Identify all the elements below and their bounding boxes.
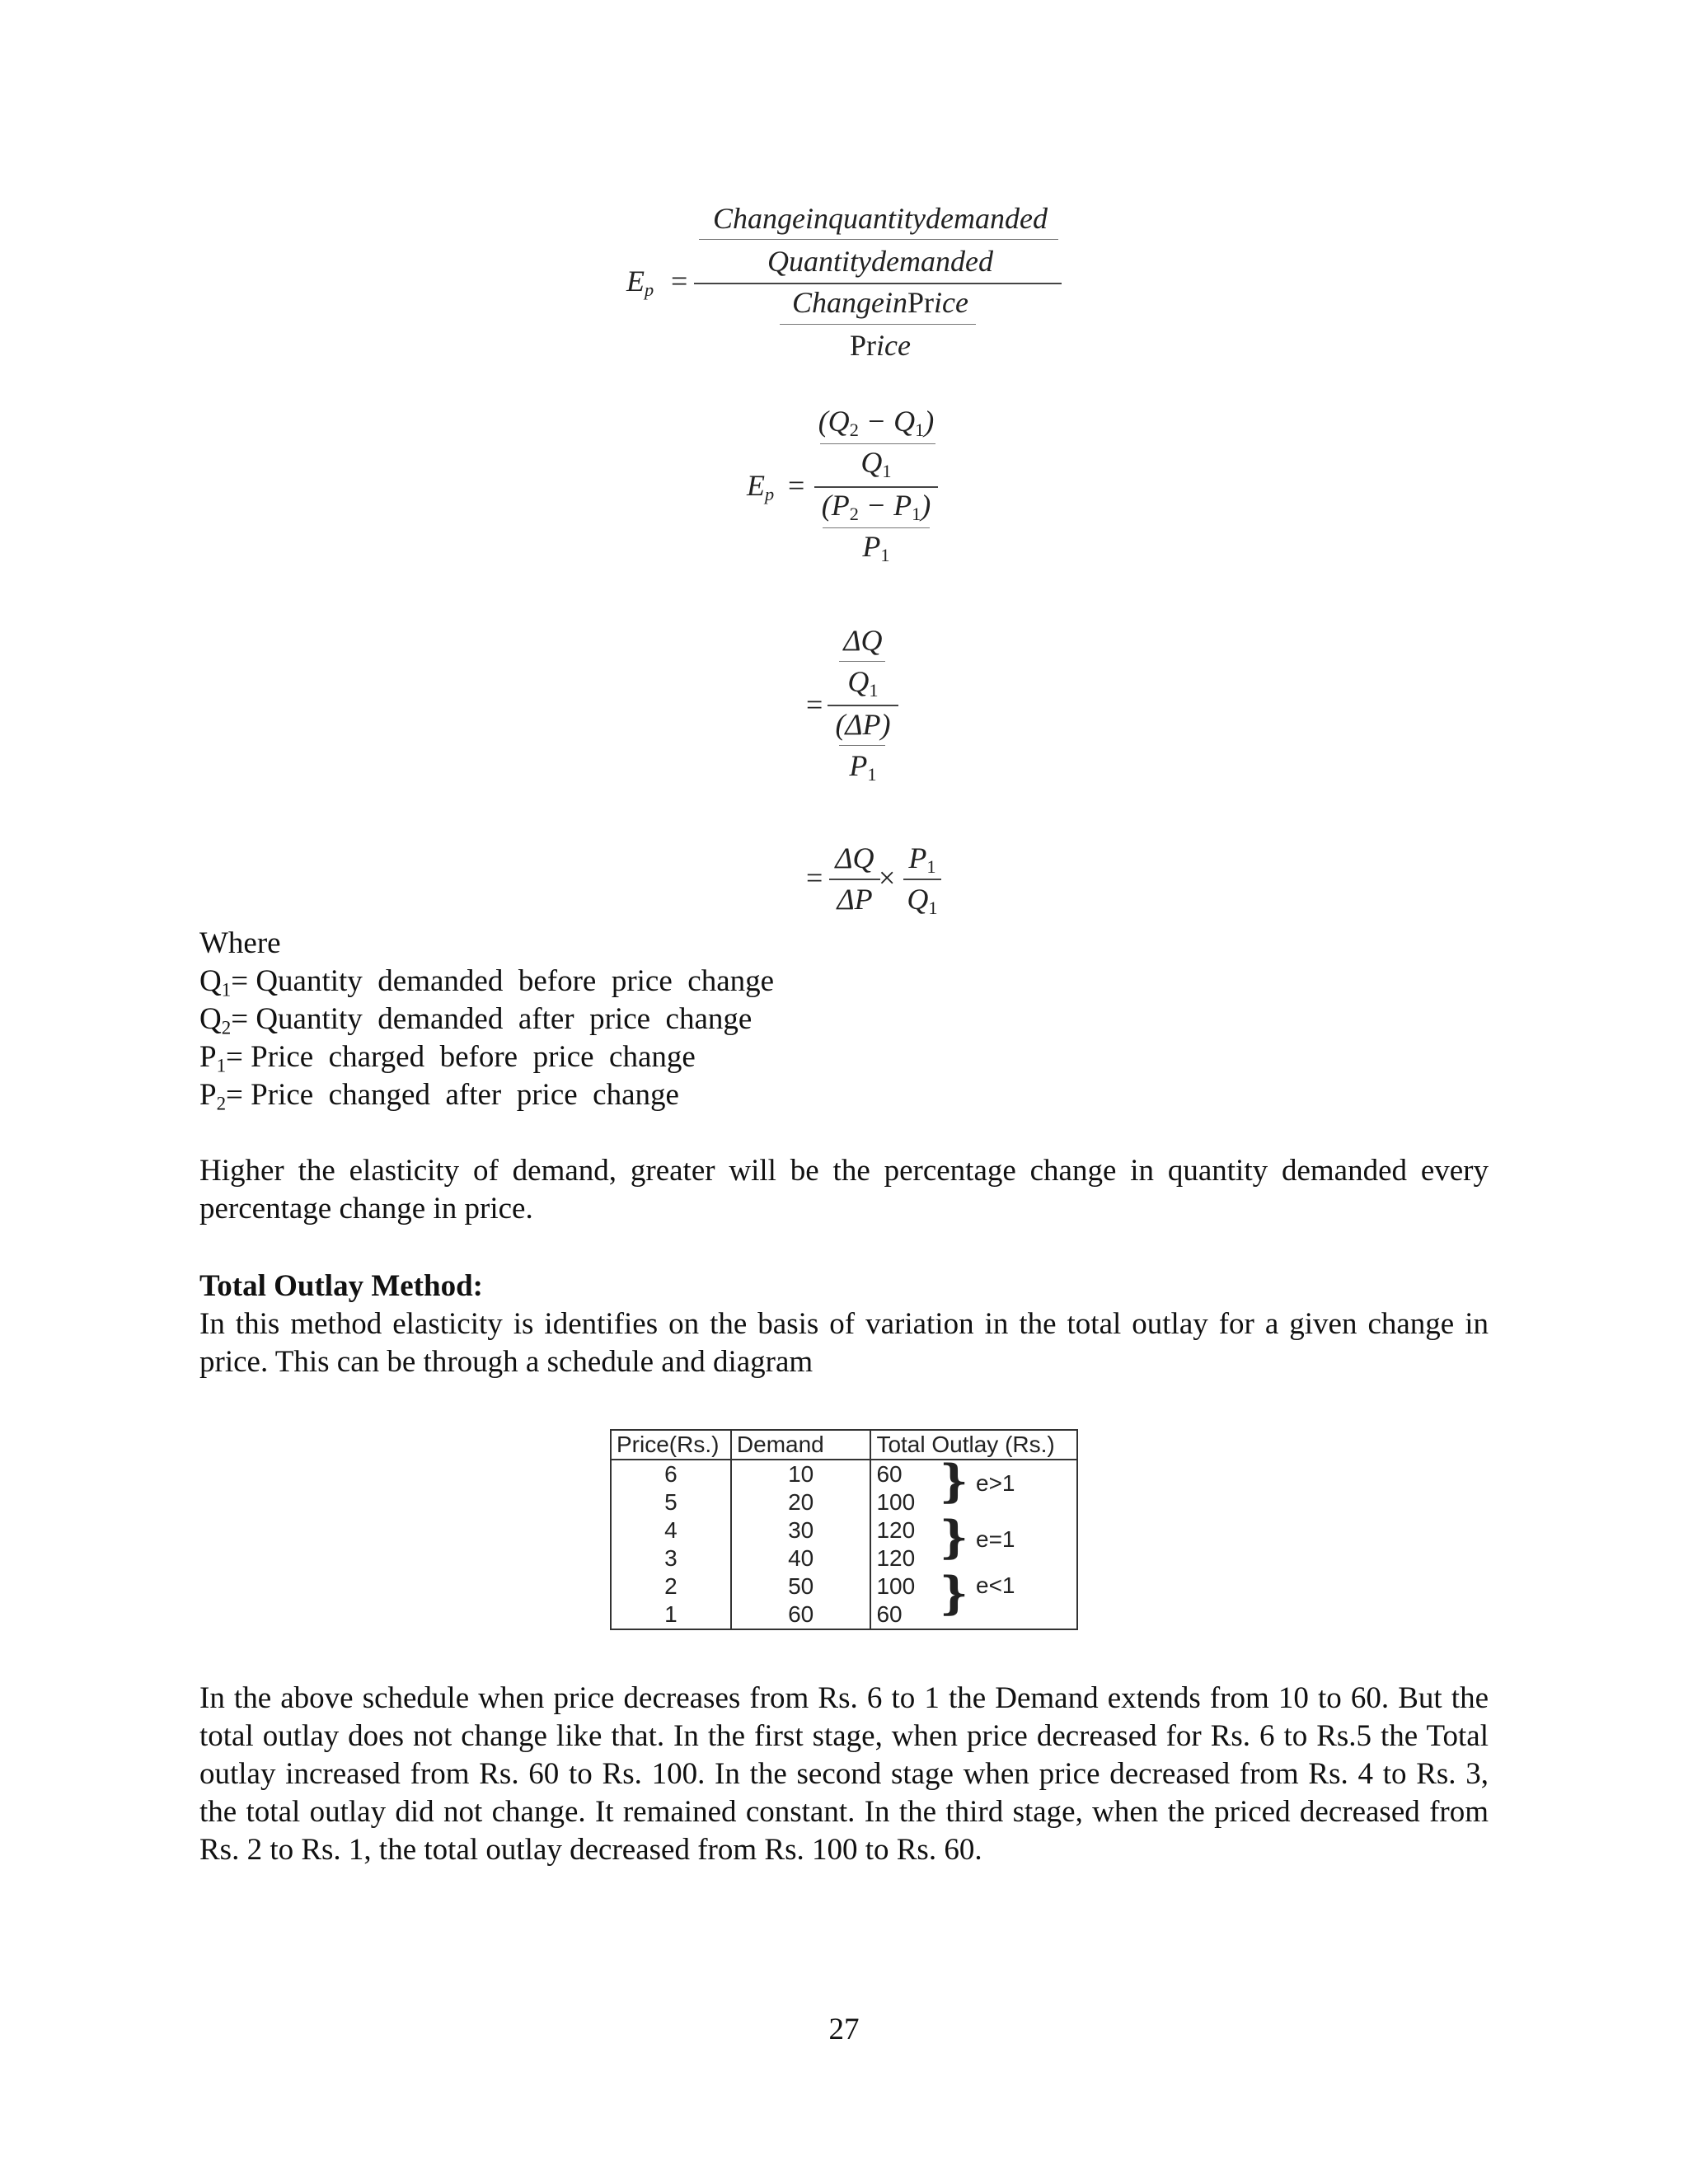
formula3-den-top: (ΔP): [835, 708, 891, 741]
cell-outlay: 100: [870, 1488, 1077, 1516]
formula4-frac2-den-sub: 1: [928, 898, 938, 919]
definition-q2-text: = Quantity demanded after price change: [231, 1002, 753, 1036]
formula1-den-bottom: [699, 328, 1062, 363]
cell-demand: 20: [731, 1488, 871, 1516]
brace-icon: }: [940, 1511, 968, 1563]
brace-icon: }: [940, 1455, 968, 1507]
page-number: 27: [828, 2013, 860, 2046]
paragraph-schedule-explanation: In the above schedule when price decreases from Rs. 6 to 1 the Demand extends from 10 to 60. But the total outlay does not change like that. In the first stage, when price decreased for Rs. 6 to Rs.5 the Total outlay increased from Rs. 60 to Rs. 100. In the second stage when price decreased from Rs. 4 to Rs. 3, the total outlay did not change. It remained constant. In the third stage, when the priced decreased from Rs. 2 to Rs. 1, the total outlay decreased from Rs. 100 to Rs. 60.: [199, 1681, 1489, 1867]
formula2-den-top-c: ): [921, 489, 931, 522]
definition-q1-symbol: Q: [199, 964, 222, 998]
formula3-den-rule: [839, 745, 885, 746]
formula1-equals: =: [671, 265, 688, 298]
formula2-den-top: [814, 488, 938, 523]
formula2-num-top-sub2: 1: [915, 419, 925, 441]
formula2-lhs: [747, 468, 774, 503]
formula4-frac2-den-sym: Q: [907, 883, 929, 916]
definitions-list: [199, 963, 774, 1114]
formula2-lhs-symbol: E: [747, 469, 765, 502]
formula1-den-top-roman: Pr: [907, 286, 935, 319]
formula1-num-bottom: Quantitydemanded: [767, 245, 993, 278]
formula1-lhs-sub: p: [645, 279, 654, 301]
paragraph-elasticity-higher: Higher the elasticity of demand, greater will be the percentage change in quantity demanded every percentage change in price.: [199, 1154, 1489, 1226]
cell-outlay: 60: [870, 1601, 1077, 1629]
formula1-den-top: [699, 285, 1062, 320]
formula2-equals: =: [788, 469, 805, 502]
section-heading-total-outlay: Total Outlay Method:: [199, 1269, 483, 1303]
definition-p2-sub: 2: [216, 1093, 227, 1114]
definition-p1-text: = Price charged before price change: [226, 1040, 696, 1074]
formula3-den-bottom: [828, 748, 898, 783]
cell-demand: 60: [731, 1601, 871, 1629]
cell-outlay: 120: [870, 1516, 1077, 1544]
formula3-num-rule: [839, 661, 885, 662]
formula4-frac2-num-sub: 1: [926, 856, 936, 878]
definition-p1-symbol: P: [199, 1040, 217, 1074]
formula4-times: ×: [879, 861, 896, 894]
formula2-den-bottom-sub: 1: [880, 545, 890, 566]
formula3-den-bottom-sub: 1: [867, 764, 877, 785]
schedule-header-total-outlay: Total Outlay (Rs.): [870, 1430, 1077, 1460]
cell-demand: 50: [731, 1572, 871, 1601]
formula3-num-bottom-sym: Q: [847, 665, 870, 698]
cell-outlay: 100: [870, 1572, 1077, 1601]
paragraph-total-outlay-intro: In this method elasticity is identifies on the basis of variation in the total outlay for a given change in price. This can be through a schedule and diagram: [199, 1307, 1489, 1379]
formula2-num-top-b: − Q: [858, 405, 916, 438]
definition-p2: [199, 1076, 774, 1114]
formula2-den-top-a: (P: [821, 489, 850, 522]
formula2-den-top-sub2: 1: [912, 504, 921, 525]
formula3-main-rule: [828, 705, 898, 706]
cell-demand: 30: [731, 1516, 871, 1544]
formula3-equals: =: [806, 688, 823, 721]
definition-q2-symbol: Q: [199, 1002, 222, 1036]
cell-price: 3: [611, 1544, 731, 1572]
table-row: [611, 1601, 1077, 1629]
schedule-header-demand: Demand: [731, 1430, 871, 1460]
cell-price: 4: [611, 1516, 731, 1544]
formula1-den-top-tail: ice: [934, 286, 968, 319]
schedule-header-row: [611, 1430, 1077, 1460]
formula1-num-top: Changeinquantitydemanded: [713, 202, 1048, 235]
formula2-num-top: [814, 404, 938, 441]
brace-icon: }: [940, 1567, 968, 1619]
formula4-frac2-den: [902, 882, 943, 919]
formula2-num-top-sub1: 2: [849, 419, 859, 441]
definition-p1: [199, 1038, 774, 1076]
formula1-lhs-symbol: E: [626, 265, 645, 298]
definition-q2: [199, 1001, 774, 1038]
formula2-num-bottom: [814, 445, 938, 480]
formula2-den-top-sub1: 2: [849, 504, 859, 525]
formula2-num-bottom-sym: Q: [860, 446, 883, 479]
formula1-num-rule: [699, 239, 1058, 240]
annotation-unitary: e=1: [976, 1526, 1015, 1552]
annotation-inelastic: e<1: [976, 1572, 1015, 1598]
formula3-num-bottom: [828, 664, 898, 699]
formula2-num-top-a: (Q: [818, 405, 850, 438]
formula2-num-bottom-sub: 1: [882, 461, 892, 482]
formula4-frac1-den: ΔP: [837, 883, 873, 916]
cell-price: 6: [611, 1460, 731, 1488]
formula2-den-bottom-sym: P: [862, 530, 881, 563]
formula1-main-rule: [694, 283, 1062, 284]
formula1-den-rule: [780, 324, 976, 325]
formula2-den-top-b: − P: [858, 489, 912, 522]
where-label: Where: [199, 926, 281, 960]
definition-p2-symbol: P: [199, 1078, 217, 1112]
definition-q1-sub: 1: [221, 979, 232, 1001]
definition-q1: [199, 963, 774, 1001]
cell-price: 5: [611, 1488, 731, 1516]
formula1-den-top-italic: Changein: [792, 286, 907, 319]
formula2-lhs-sub: p: [765, 484, 775, 505]
formula2-den-rule: [823, 527, 930, 528]
formula3-num-top: ΔQ: [843, 624, 883, 657]
cell-price: 1: [611, 1601, 731, 1629]
formula1-lhs: [626, 264, 654, 301]
formula4-frac2-rule: [903, 879, 941, 880]
cell-outlay: 120: [870, 1544, 1077, 1572]
formula4-frac2-num-sym: P: [908, 841, 927, 874]
definition-p2-text: = Price changed after price change: [226, 1078, 679, 1112]
formula3-den-bottom-sym: P: [849, 749, 868, 782]
formula1-den-bottom-tail: ice: [876, 329, 911, 362]
definition-q2-sub: 2: [221, 1017, 232, 1038]
cell-demand: 10: [731, 1460, 871, 1488]
cell-outlay: 60: [870, 1460, 1077, 1488]
formula2-den-bottom: [814, 529, 938, 564]
cell-price: 2: [611, 1572, 731, 1601]
formula4-frac1-num: ΔQ: [835, 841, 874, 874]
formula2-num-rule: [820, 443, 935, 444]
formula2-num-top-c: ): [924, 405, 935, 438]
formula1-den-bottom-roman: Pr: [850, 329, 877, 362]
annotation-elastic: e>1: [976, 1470, 1015, 1496]
definition-q1-text: = Quantity demanded before price change: [231, 964, 775, 998]
definition-p1-sub: 1: [216, 1055, 227, 1076]
formula4-frac2-num: [902, 841, 943, 878]
formula4-frac1-rule: [829, 879, 880, 880]
formula4-equals: =: [806, 861, 823, 894]
cell-demand: 40: [731, 1544, 871, 1572]
formula3-num-bottom-sub: 1: [869, 680, 879, 701]
schedule-header-price: Price(Rs.): [611, 1430, 731, 1460]
